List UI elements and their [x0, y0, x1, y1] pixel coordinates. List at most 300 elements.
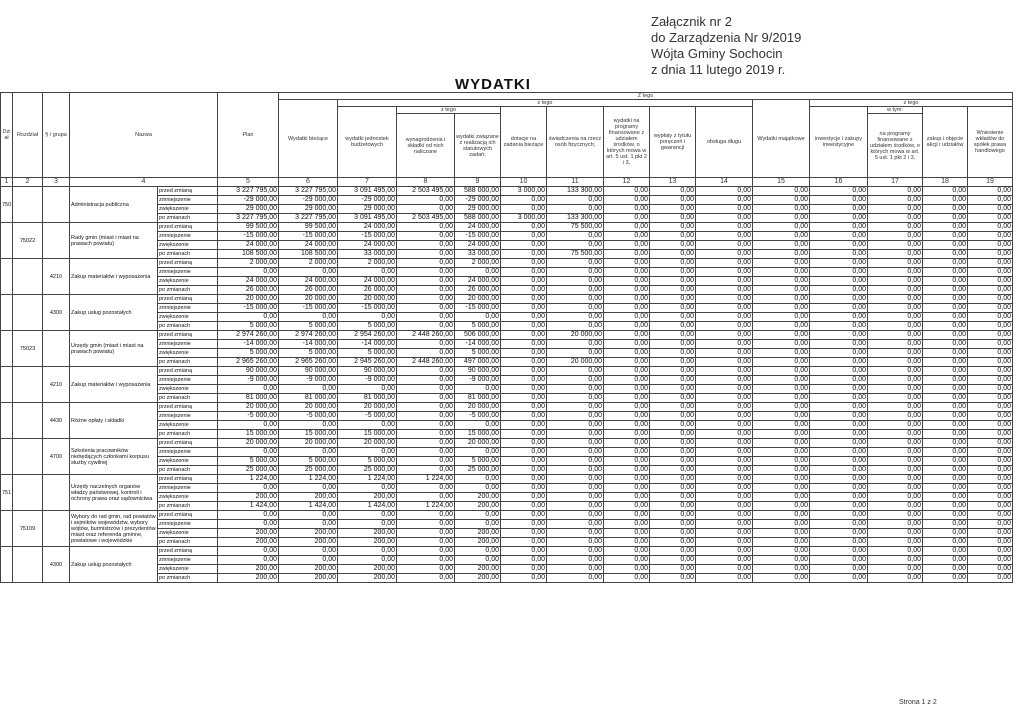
- value-cell: 0,00: [501, 574, 547, 583]
- value-cell: 1 424,00: [279, 502, 338, 511]
- value-cell: 0,00: [696, 214, 753, 223]
- value-cell: 0,00: [810, 421, 868, 430]
- value-cell: 29 000,00: [279, 205, 338, 214]
- row-label: przed zmianą: [158, 475, 218, 484]
- value-cell: 0,00: [501, 520, 547, 529]
- value-cell: 5 000,00: [218, 457, 279, 466]
- value-cell: 0,00: [397, 466, 455, 475]
- value-cell: 0,00: [501, 196, 547, 205]
- value-cell: 2 503 495,00: [397, 187, 455, 196]
- value-cell: 0,00: [501, 394, 547, 403]
- row-label: przed zmianą: [158, 439, 218, 448]
- value-cell: 0,00: [547, 376, 604, 385]
- value-cell: 0,00: [650, 205, 696, 214]
- value-cell: 20 000,00: [455, 403, 501, 412]
- row-label: zmniejszenie: [158, 484, 218, 493]
- value-cell: 24 000,00: [338, 277, 397, 286]
- value-cell: -29 000,00: [279, 196, 338, 205]
- value-cell: 0,00: [696, 196, 753, 205]
- value-cell: 0,00: [650, 493, 696, 502]
- value-cell: 0,00: [604, 196, 650, 205]
- value-cell: 0,00: [338, 520, 397, 529]
- value-cell: 0,00: [604, 547, 650, 556]
- value-cell: 0,00: [968, 448, 1013, 457]
- value-cell: 0,00: [868, 259, 923, 268]
- value-cell: 0,00: [501, 511, 547, 520]
- value-cell: 0,00: [218, 547, 279, 556]
- value-cell: 24 000,00: [279, 241, 338, 250]
- header-line: Wójta Gminy Sochocin: [651, 46, 783, 61]
- value-cell: 0,00: [547, 529, 604, 538]
- value-cell: 0,00: [753, 502, 810, 511]
- value-cell: 0,00: [604, 187, 650, 196]
- value-cell: 0,00: [650, 475, 696, 484]
- value-cell: 3 227 795,00: [279, 187, 338, 196]
- row-label: po zmianach: [158, 286, 218, 295]
- value-cell: 0,00: [397, 574, 455, 583]
- dzial-cell: [1, 511, 13, 547]
- value-cell: 29 000,00: [218, 205, 279, 214]
- value-cell: 2 974 260,00: [279, 331, 338, 340]
- row-label: zmniejszenie: [158, 448, 218, 457]
- value-cell: 0,00: [547, 304, 604, 313]
- value-cell: 0,00: [753, 331, 810, 340]
- nazwa-cell: Zakup usług pozostałych: [70, 295, 158, 331]
- row-label: po zmianach: [158, 250, 218, 259]
- value-cell: -9 000,00: [218, 376, 279, 385]
- value-cell: 0,00: [810, 394, 868, 403]
- value-cell: 0,00: [968, 322, 1013, 331]
- value-cell: 20 000,00: [279, 403, 338, 412]
- value-cell: 0,00: [968, 547, 1013, 556]
- value-cell: 0,00: [650, 421, 696, 430]
- value-cell: 0,00: [696, 241, 753, 250]
- value-cell: 0,00: [923, 502, 968, 511]
- header-line: z dnia 11 lutego 2019 r.: [651, 62, 786, 77]
- value-cell: 0,00: [923, 448, 968, 457]
- rozdzial-cell: [13, 295, 43, 331]
- value-cell: 0,00: [696, 520, 753, 529]
- value-cell: 0,00: [810, 286, 868, 295]
- value-cell: 20 000,00: [547, 358, 604, 367]
- document-title: WYDATKI: [455, 76, 531, 93]
- value-cell: 0,00: [397, 295, 455, 304]
- value-cell: 0,00: [968, 259, 1013, 268]
- value-cell: 0,00: [753, 574, 810, 583]
- value-cell: 0,00: [753, 295, 810, 304]
- value-cell: 0,00: [923, 484, 968, 493]
- value-cell: 0,00: [810, 277, 868, 286]
- value-cell: 0,00: [810, 466, 868, 475]
- value-cell: 0,00: [218, 511, 279, 520]
- table-row: [1, 439, 1013, 448]
- value-cell: 0,00: [923, 331, 968, 340]
- row-label: zmniejszenie: [158, 520, 218, 529]
- value-cell: 0,00: [604, 520, 650, 529]
- value-cell: 0,00: [397, 223, 455, 232]
- value-cell: 0,00: [279, 484, 338, 493]
- value-cell: 0,00: [279, 511, 338, 520]
- value-cell: 0,00: [397, 349, 455, 358]
- nazwa-cell: Zakup usług pozostałych: [70, 547, 158, 583]
- col-z-tego-biezace: z tego: [338, 100, 753, 107]
- value-cell: 0,00: [810, 196, 868, 205]
- col-swiadczenia: świadczenia na rzecz osób fizycznych;: [547, 107, 604, 178]
- col-grupa: § / grupa: [43, 93, 70, 178]
- value-cell: 0,00: [397, 547, 455, 556]
- value-cell: 0,00: [923, 493, 968, 502]
- value-cell: 0,00: [968, 214, 1013, 223]
- value-cell: 0,00: [397, 304, 455, 313]
- value-cell: 0,00: [650, 457, 696, 466]
- value-cell: 0,00: [810, 322, 868, 331]
- value-cell: 0,00: [868, 286, 923, 295]
- value-cell: 0,00: [547, 322, 604, 331]
- value-cell: 0,00: [547, 574, 604, 583]
- value-cell: 0,00: [968, 223, 1013, 232]
- value-cell: 0,00: [501, 286, 547, 295]
- value-cell: 0,00: [923, 394, 968, 403]
- value-cell: 0,00: [501, 538, 547, 547]
- value-cell: 0,00: [810, 538, 868, 547]
- value-cell: 20 000,00: [338, 439, 397, 448]
- value-cell: 0,00: [968, 484, 1013, 493]
- value-cell: 75 500,00: [547, 250, 604, 259]
- row-label: przed zmianą: [158, 259, 218, 268]
- value-cell: 0,00: [455, 268, 501, 277]
- col-wyplaty: wypłaty z tytułu poręczeń i gwarancji: [650, 107, 696, 178]
- value-cell: 0,00: [279, 385, 338, 394]
- value-cell: -9 000,00: [279, 376, 338, 385]
- value-cell: -14 000,00: [218, 340, 279, 349]
- value-cell: 0,00: [923, 214, 968, 223]
- value-cell: 0,00: [650, 241, 696, 250]
- value-cell: 0,00: [455, 385, 501, 394]
- value-cell: 0,00: [968, 520, 1013, 529]
- value-cell: 0,00: [604, 277, 650, 286]
- value-cell: 0,00: [397, 241, 455, 250]
- value-cell: 0,00: [547, 547, 604, 556]
- value-cell: 0,00: [547, 277, 604, 286]
- nazwa-cell: Zakup materiałów i wyposażenia: [70, 259, 158, 295]
- value-cell: 0,00: [810, 448, 868, 457]
- value-cell: 1 424,00: [338, 502, 397, 511]
- value-cell: 0,00: [810, 313, 868, 322]
- value-cell: 0,00: [650, 259, 696, 268]
- col-wynagrodzenia: wynagrodzenia i składki od nich naliczane: [397, 114, 455, 178]
- value-cell: 0,00: [696, 187, 753, 196]
- value-cell: 0,00: [696, 268, 753, 277]
- value-cell: 3 227 795,00: [279, 214, 338, 223]
- value-cell: 0,00: [604, 556, 650, 565]
- value-cell: 0,00: [279, 448, 338, 457]
- value-cell: 1 224,00: [397, 502, 455, 511]
- value-cell: 0,00: [650, 349, 696, 358]
- value-cell: 0,00: [650, 574, 696, 583]
- value-cell: 0,00: [338, 313, 397, 322]
- value-cell: 24 000,00: [455, 241, 501, 250]
- value-cell: 0,00: [868, 205, 923, 214]
- value-cell: 0,00: [279, 421, 338, 430]
- column-number: 4: [70, 178, 218, 187]
- value-cell: 0,00: [501, 385, 547, 394]
- value-cell: 200,00: [455, 565, 501, 574]
- header-line: Załącznik nr 2: [651, 14, 732, 29]
- col-inwestycje: inwestycje i zakupy inwestycyjne: [810, 107, 868, 178]
- column-number: 8: [397, 178, 455, 187]
- value-cell: 588 000,00: [455, 214, 501, 223]
- value-cell: 0,00: [810, 385, 868, 394]
- value-cell: 497 000,00: [455, 358, 501, 367]
- value-cell: 0,00: [218, 268, 279, 277]
- value-cell: 0,00: [650, 268, 696, 277]
- value-cell: 0,00: [810, 547, 868, 556]
- value-cell: 0,00: [455, 448, 501, 457]
- value-cell: 0,00: [604, 403, 650, 412]
- value-cell: 200,00: [455, 493, 501, 502]
- value-cell: 0,00: [753, 448, 810, 457]
- value-cell: 1 224,00: [218, 475, 279, 484]
- value-cell: 0,00: [968, 574, 1013, 583]
- value-cell: 200,00: [279, 493, 338, 502]
- table-body: [1, 187, 1013, 583]
- value-cell: 0,00: [753, 403, 810, 412]
- value-cell: 0,00: [501, 439, 547, 448]
- value-cell: 0,00: [696, 556, 753, 565]
- value-cell: 0,00: [810, 493, 868, 502]
- value-cell: 0,00: [397, 520, 455, 529]
- value-cell: 0,00: [501, 331, 547, 340]
- value-cell: 0,00: [753, 421, 810, 430]
- value-cell: 0,00: [968, 565, 1013, 574]
- value-cell: 0,00: [923, 304, 968, 313]
- value-cell: 200,00: [338, 493, 397, 502]
- value-cell: 0,00: [279, 520, 338, 529]
- value-cell: 0,00: [604, 376, 650, 385]
- row-label: zwiększenie: [158, 457, 218, 466]
- value-cell: 0,00: [604, 502, 650, 511]
- value-cell: 0,00: [604, 484, 650, 493]
- value-cell: 0,00: [923, 547, 968, 556]
- value-cell: 0,00: [218, 448, 279, 457]
- value-cell: 0,00: [455, 556, 501, 565]
- col-na-programy: na programy finansowane z udziałem środków, o których mowa w art. 5 ust. 1 pkt 2 i 3,: [868, 114, 923, 178]
- value-cell: 0,00: [923, 466, 968, 475]
- nazwa-cell: Zakup materiałów i wyposażenia: [70, 367, 158, 403]
- value-cell: 2 503 495,00: [397, 214, 455, 223]
- value-cell: 15 000,00: [218, 430, 279, 439]
- value-cell: 0,00: [604, 331, 650, 340]
- value-cell: 0,00: [968, 466, 1013, 475]
- value-cell: 0,00: [968, 187, 1013, 196]
- value-cell: 0,00: [868, 358, 923, 367]
- value-cell: 0,00: [810, 439, 868, 448]
- value-cell: 0,00: [604, 439, 650, 448]
- row-label: przed zmianą: [158, 331, 218, 340]
- value-cell: 0,00: [753, 394, 810, 403]
- value-cell: 0,00: [650, 304, 696, 313]
- value-cell: 0,00: [753, 484, 810, 493]
- value-cell: 0,00: [968, 349, 1013, 358]
- value-cell: 0,00: [753, 313, 810, 322]
- value-cell: 0,00: [923, 295, 968, 304]
- value-cell: 0,00: [696, 502, 753, 511]
- row-label: zwiększenie: [158, 385, 218, 394]
- value-cell: 0,00: [604, 358, 650, 367]
- value-cell: 0,00: [923, 565, 968, 574]
- value-cell: 0,00: [397, 565, 455, 574]
- value-cell: 0,00: [501, 223, 547, 232]
- value-cell: 0,00: [696, 259, 753, 268]
- nazwa-cell: Szkolenia pracowników niebędących członkami korpusu służby cywilnej: [70, 439, 158, 475]
- value-cell: 0,00: [753, 520, 810, 529]
- value-cell: 0,00: [923, 250, 968, 259]
- value-cell: 2 965 260,00: [218, 358, 279, 367]
- value-cell: 0,00: [810, 556, 868, 565]
- value-cell: 0,00: [753, 529, 810, 538]
- value-cell: 0,00: [650, 556, 696, 565]
- value-cell: 0,00: [501, 430, 547, 439]
- value-cell: 0,00: [338, 484, 397, 493]
- value-cell: 0,00: [810, 475, 868, 484]
- col-w-tym: w tym:: [868, 107, 923, 114]
- value-cell: 0,00: [218, 520, 279, 529]
- value-cell: 0,00: [397, 277, 455, 286]
- value-cell: 0,00: [696, 277, 753, 286]
- col-rozdzial: Rozdział: [13, 93, 43, 178]
- value-cell: 0,00: [501, 484, 547, 493]
- value-cell: 0,00: [753, 565, 810, 574]
- value-cell: -29 000,00: [455, 196, 501, 205]
- value-cell: 0,00: [696, 367, 753, 376]
- value-cell: 0,00: [753, 538, 810, 547]
- value-cell: 0,00: [547, 448, 604, 457]
- value-cell: 0,00: [696, 565, 753, 574]
- value-cell: 20 000,00: [218, 439, 279, 448]
- value-cell: 0,00: [455, 484, 501, 493]
- rozdzial-cell: 75022: [13, 223, 43, 259]
- value-cell: 0,00: [338, 385, 397, 394]
- value-cell: 0,00: [604, 259, 650, 268]
- row-label: po zmianach: [158, 430, 218, 439]
- grupa-cell: 4700: [43, 439, 70, 475]
- value-cell: 0,00: [650, 196, 696, 205]
- value-cell: 0,00: [753, 196, 810, 205]
- value-cell: 0,00: [868, 538, 923, 547]
- value-cell: 0,00: [753, 358, 810, 367]
- value-cell: 0,00: [397, 259, 455, 268]
- value-cell: 0,00: [923, 511, 968, 520]
- value-cell: 0,00: [696, 340, 753, 349]
- value-cell: 0,00: [604, 574, 650, 583]
- value-cell: 0,00: [604, 223, 650, 232]
- value-cell: 0,00: [501, 565, 547, 574]
- value-cell: 0,00: [397, 538, 455, 547]
- column-number: 16: [810, 178, 868, 187]
- value-cell: 0,00: [810, 457, 868, 466]
- value-cell: 0,00: [868, 385, 923, 394]
- value-cell: 0,00: [696, 286, 753, 295]
- value-cell: 0,00: [868, 547, 923, 556]
- value-cell: 0,00: [868, 412, 923, 421]
- value-cell: 0,00: [279, 556, 338, 565]
- value-cell: 2 965 260,00: [279, 358, 338, 367]
- value-cell: 0,00: [650, 484, 696, 493]
- value-cell: 0,00: [868, 448, 923, 457]
- value-cell: 0,00: [696, 232, 753, 241]
- value-cell: -29 000,00: [338, 196, 397, 205]
- value-cell: 0,00: [868, 511, 923, 520]
- value-cell: 0,00: [923, 205, 968, 214]
- row-label: zmniejszenie: [158, 232, 218, 241]
- value-cell: 2 000,00: [218, 259, 279, 268]
- value-cell: 0,00: [501, 412, 547, 421]
- value-cell: 0,00: [753, 232, 810, 241]
- table-row: [1, 187, 1013, 196]
- value-cell: 0,00: [604, 466, 650, 475]
- value-cell: 0,00: [218, 556, 279, 565]
- value-cell: 20 000,00: [279, 439, 338, 448]
- value-cell: 24 000,00: [338, 223, 397, 232]
- value-cell: -15 000,00: [338, 232, 397, 241]
- value-cell: 0,00: [547, 511, 604, 520]
- row-label: zmniejszenie: [158, 376, 218, 385]
- value-cell: 20 000,00: [455, 295, 501, 304]
- value-cell: 0,00: [547, 412, 604, 421]
- value-cell: 0,00: [868, 466, 923, 475]
- value-cell: 0,00: [279, 313, 338, 322]
- value-cell: -5 000,00: [279, 412, 338, 421]
- value-cell: 0,00: [923, 349, 968, 358]
- value-cell: 0,00: [397, 340, 455, 349]
- value-cell: 0,00: [923, 358, 968, 367]
- value-cell: 0,00: [604, 304, 650, 313]
- row-label: po zmianach: [158, 322, 218, 331]
- value-cell: 0,00: [696, 457, 753, 466]
- value-cell: 0,00: [968, 475, 1013, 484]
- value-cell: 26 000,00: [279, 286, 338, 295]
- nazwa-cell: Różne opłaty i składki: [70, 403, 158, 439]
- value-cell: 0,00: [968, 529, 1013, 538]
- value-cell: 0,00: [604, 349, 650, 358]
- value-cell: 0,00: [501, 250, 547, 259]
- value-cell: 0,00: [397, 232, 455, 241]
- value-cell: 0,00: [604, 448, 650, 457]
- value-cell: 0,00: [868, 556, 923, 565]
- row-label: zmniejszenie: [158, 196, 218, 205]
- value-cell: 0,00: [696, 538, 753, 547]
- value-cell: 0,00: [868, 250, 923, 259]
- value-cell: 0,00: [968, 250, 1013, 259]
- value-cell: -5 000,00: [338, 412, 397, 421]
- value-cell: 0,00: [696, 547, 753, 556]
- column-number: 2: [13, 178, 43, 187]
- value-cell: 0,00: [547, 268, 604, 277]
- value-cell: 0,00: [547, 259, 604, 268]
- value-cell: 200,00: [455, 538, 501, 547]
- value-cell: 200,00: [218, 565, 279, 574]
- value-cell: 0,00: [604, 268, 650, 277]
- column-number: 6: [279, 178, 338, 187]
- value-cell: 0,00: [968, 403, 1013, 412]
- value-cell: 5 000,00: [218, 322, 279, 331]
- row-label: przed zmianą: [158, 511, 218, 520]
- value-cell: 2 000,00: [279, 259, 338, 268]
- col-wydatki-biezace: Wydatki bieżące: [279, 100, 338, 178]
- value-cell: 3 091 495,00: [338, 214, 397, 223]
- value-cell: 0,00: [923, 232, 968, 241]
- row-label: przed zmianą: [158, 367, 218, 376]
